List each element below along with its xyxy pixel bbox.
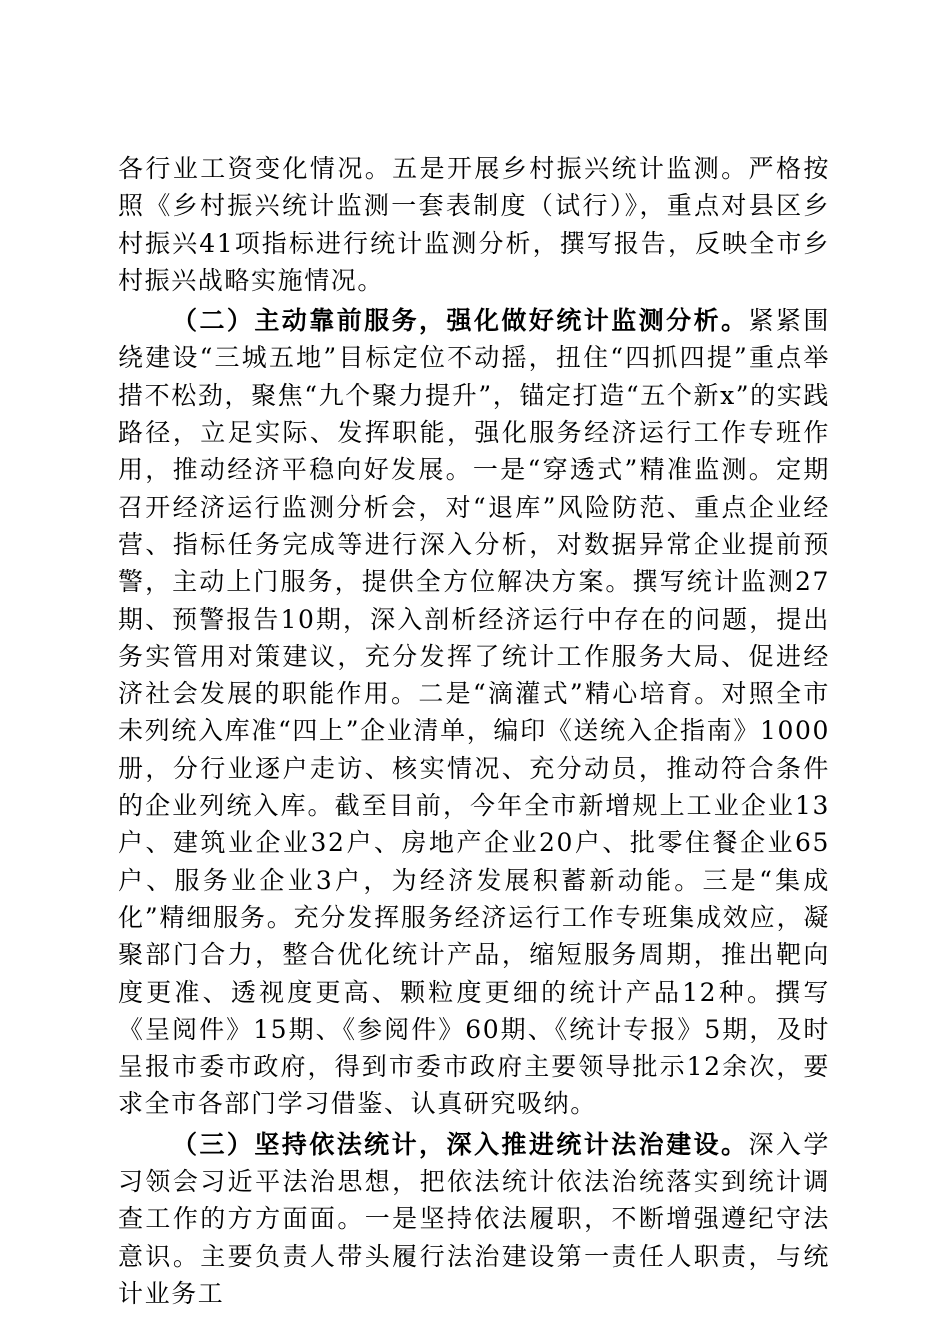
section-heading: （三）坚持依法统计，深入推进统计法治建设。 bbox=[172, 1129, 749, 1159]
document-body bbox=[118, 150, 830, 1312]
paragraph-text: 各行业工资变化情况。五是开展乡村振兴统计监测。严格按照《乡村振兴统计监测一套表制度（试行）》，重点对县区乡村振兴41项指标进行统计监测分析，撰写报告，反映全市乡村振兴战略实施情况。 bbox=[118, 154, 830, 295]
paragraph-text: 紧紧围绕建设“三城五地”目标定位不动摇，扭住“四抓四提”重点举措不松劲，聚焦“九个聚力提升”，锚定打造“五个新x”的实践路径，立足实际、发挥职能，强化服务经济运行工作专班作用，推动经济平稳向好发展。一是“穿透式”精准监测。定期召开经济运行监测分析会，对“退库”风险防范、重点企业经营、指标任务完成等进行深入分析，对数据异常企业提前预警，主动上门服务，提供全方位解决方案。撰写统计监测27期、预警报告10期，深入剖析经济运行中存在的问题，提出务实管用对策建议，充分发挥了统计工作服务大局、促进经济社会发展的职能作用。二是“滴灌式”精心培育。对照全市未列统入库准“四上”企业清单，编印《送统入企指南》1000册，分行业逐户走访、核实情况、充分动员，推动符合条件的企业列统入库。截至目前，今年全市新增规上工业企业13户、建筑业企业32户、房地产企业20户、批零住餐企业65户、服务业企业3户，为经济发展积蓄新动能。三是“集成化”精细服务。充分发挥服务经济运行工作专班集成效应，凝聚部门合力，整合优化统计产品，缩短服务周期，推出靶向度更准、透视度更高、颗粒度更细的统计产品12种。撰写《呈阅件》15期、《参阅件》60期、《统计专报》5期，及时呈报市委市政府，得到市委市政府主要领导批示12余次，要求全市各部门学习借鉴、认真研究吸纳。 bbox=[118, 306, 830, 1119]
paragraph-section-3 bbox=[118, 1126, 830, 1312]
paragraph-text: 深入学习领会习近平法治思想，把依法统计依法治统落实到统计调查工作的方方面面。一是坚持依法履职，不断增强遵纪守法意识。主要负责人带头履行法治建设第一责任人职责，与统计业务工 bbox=[118, 1129, 830, 1308]
paragraph-section-2 bbox=[118, 302, 830, 1123]
section-heading: （二）主动靠前服务，强化做好统计监测分析。 bbox=[172, 306, 749, 336]
paragraph-continuation bbox=[118, 150, 830, 299]
